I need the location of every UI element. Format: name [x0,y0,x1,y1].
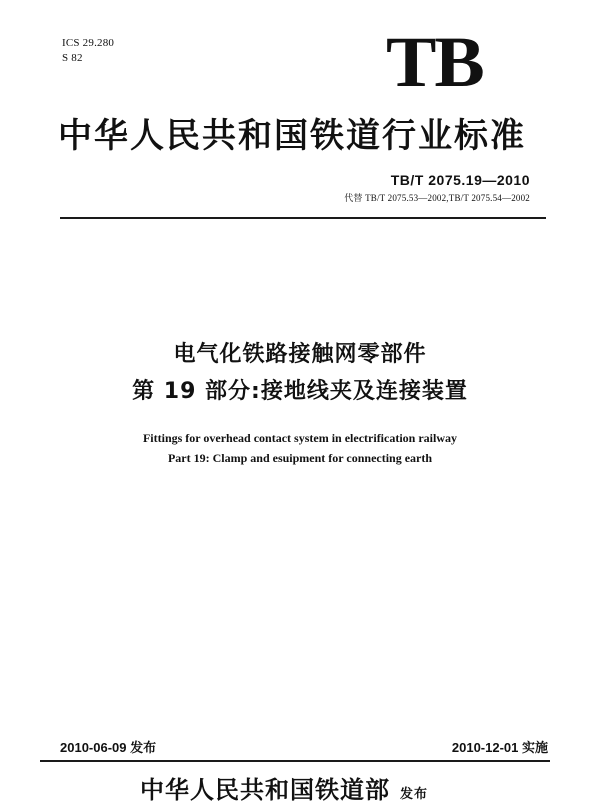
standard-number: TB/T 2075.19—2010 [390,172,530,188]
zh-title-line-2: 第 19 部分:接地线夹及连接装置 [132,379,468,404]
issuer [140,774,428,811]
en-title-line-1: Fittings for overhead contact system in electrification railway [142,431,458,445]
replaces-note: 代替 TB/T 2075.53—2002,TB/T 2075.54—2002 [344,193,530,203]
org-title: 中华人民共和国铁道行业标准 [58,116,526,156]
issue-date: 2010-06-09 发布 [60,740,157,755]
classification-codes [62,36,114,66]
issuer-suffix: 发布 [400,787,429,802]
en-title-line-2: Part 19: Clamp and esuipment for connecting earth [167,451,433,465]
zh-title-line-1: 电气化铁路接触网零部件 [173,342,427,367]
ics-code: ICS 29.280 [62,37,115,49]
header-divider [60,217,546,219]
implementation-date: 2010-12-01 实施 [451,740,548,755]
footer-divider [40,760,550,762]
class-code: S 82 [62,52,83,64]
issuer-name: 中华人民共和国铁道部 [140,775,390,804]
tb-logo: TB [386,22,483,102]
